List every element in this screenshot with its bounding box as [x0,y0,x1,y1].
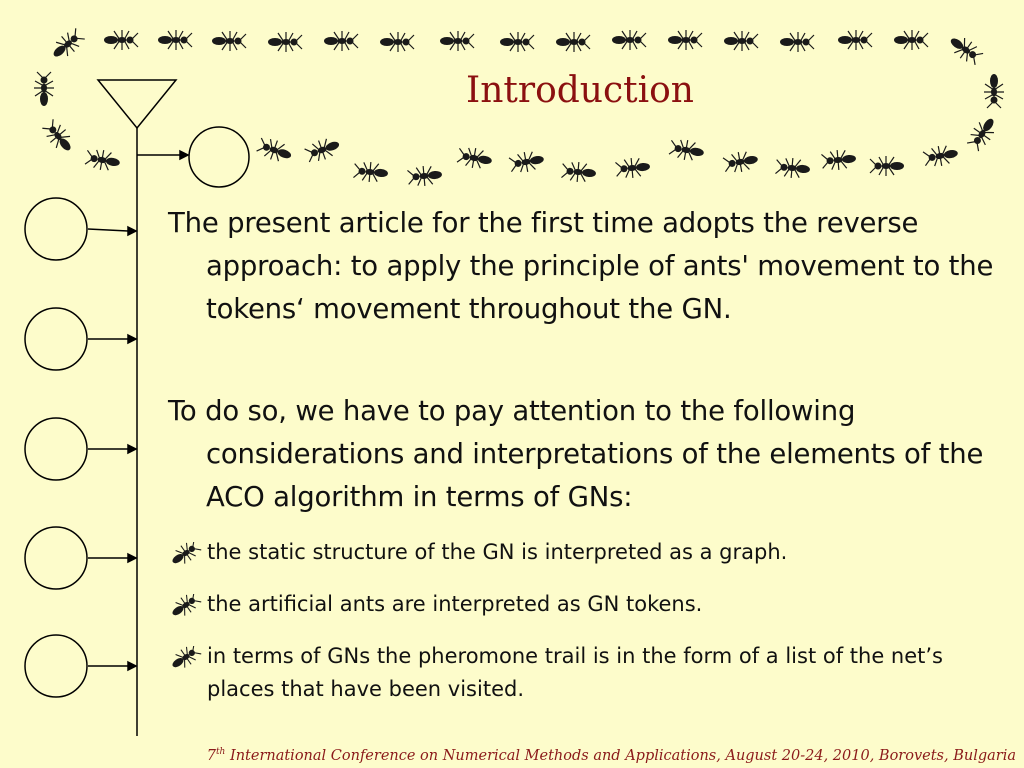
ant-icon [775,157,811,180]
ant-icon [870,156,904,176]
ant-icon [34,72,54,106]
ant-icon [821,148,857,171]
ant-icon [256,135,295,165]
ant-icon [669,137,706,163]
ant-icon [500,32,534,52]
slide-title: Introduction [466,70,694,111]
ant-icon [440,31,474,51]
ant-icon [158,30,192,50]
footer-text: International Conference on Numerical Methods and Applications, August 20-24, 2010, Borovets, Bulgaria [225,748,1016,764]
ant-icon [104,30,138,50]
ant-bullet-icon [170,594,202,616]
ant-icon [923,143,960,169]
ant-icon [894,30,928,50]
bullet-item [170,588,1000,621]
ant-icon [48,26,87,63]
ant-icon [780,32,814,52]
place-circle-icon [25,418,87,480]
ant-icon [457,145,494,171]
ant-icon [556,32,590,52]
ant-icon [965,114,1001,153]
ant-icon [407,164,443,187]
ant-icon [85,147,122,173]
ant-icon [212,31,246,51]
ant-icon [561,161,597,184]
bullet-text: the static structure of the GN is interpreted as a graph. [207,540,788,564]
ant-icon [509,149,546,175]
ant-icon [40,117,77,156]
ant-icon [380,32,414,52]
place-circle-icon [25,198,87,260]
ant-icon [838,30,872,50]
ant-icon [353,161,389,184]
ant-bullet-icon [170,646,202,668]
paragraph-1: The present article for the first time adopts the reverse approach: to apply the principle of ants' movement to the tokens‘ movement throughout the GN. [168,207,994,325]
ant-icon [984,74,1004,108]
ant-icon [268,32,302,52]
ant-icon [324,31,358,51]
triangle-transition-icon [98,80,176,128]
footer-ordinal-suffix: th [215,747,226,758]
ant-icon [304,134,343,164]
ant-icon [724,31,758,51]
ant-bullet-icon [170,542,202,564]
place-circle-icon [25,308,87,370]
bullet-text: in terms of GNs the pheromone trail is in the form of a list of the net’s places that have been visited. [207,644,943,701]
footer-ordinal: 7 [206,748,216,764]
paragraph-2: To do so, we have to pay attention to the following considerations and interpretations of the elements of the ACO algorithm in terms of GNs: [168,395,984,513]
place-circle-icon [25,527,87,589]
ant-icon [946,31,985,67]
ant-icon [723,149,760,175]
place-circle-icon [189,127,249,187]
conference-footer [207,747,1016,764]
ant-icon [615,156,651,179]
bullet-item [170,536,1000,569]
ant-icon [612,30,646,50]
bullet-text: the artificial ants are interpreted as GN tokens. [207,592,703,616]
ant-icon [668,30,702,50]
bullet-item [170,640,1000,706]
place-circle-icon [25,635,87,697]
